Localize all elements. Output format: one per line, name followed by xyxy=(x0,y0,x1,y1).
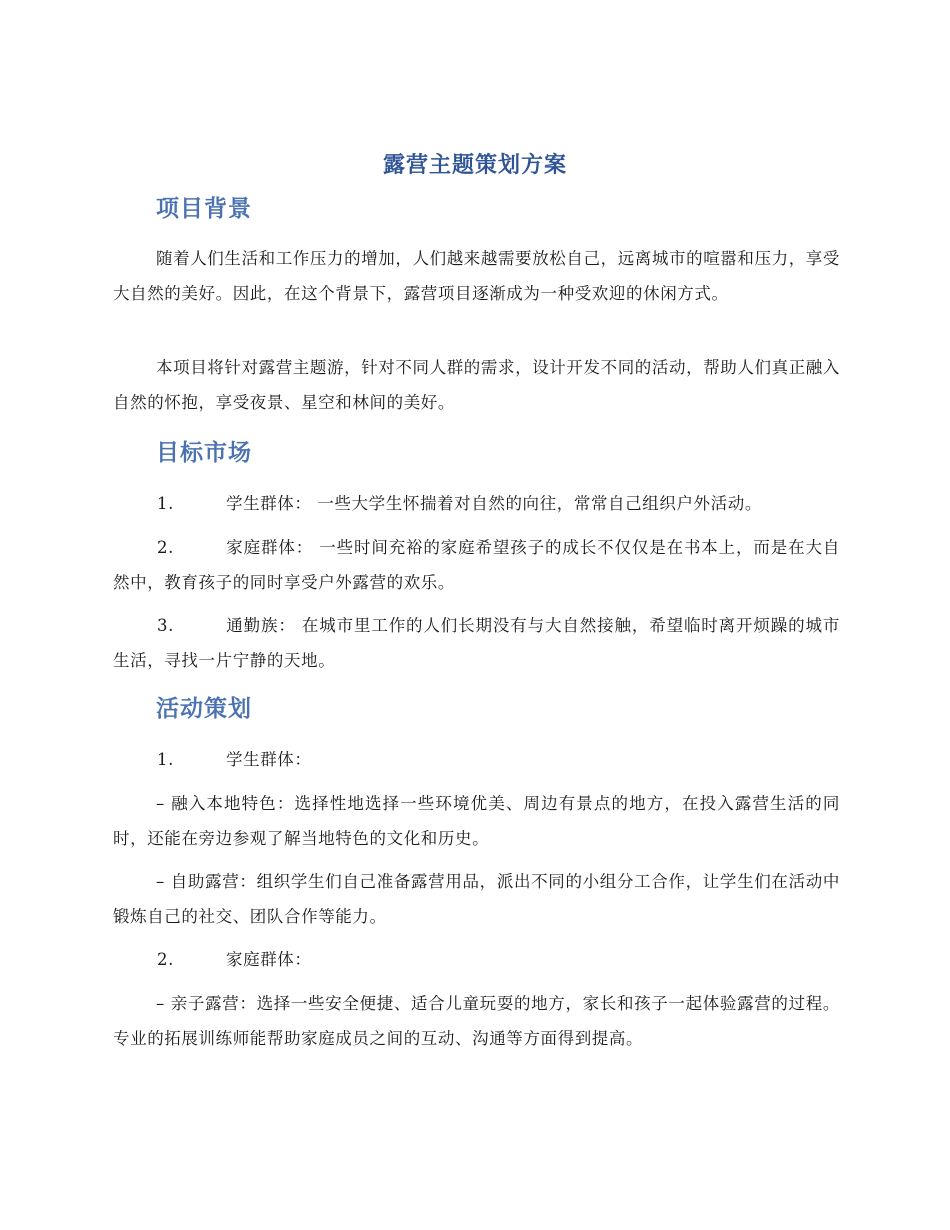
list-number: 1. xyxy=(157,750,174,769)
heading-market: 目标市场 xyxy=(156,440,252,466)
paragraph-background-1: 随着人们生活和工作压力的增加，人们越来越需要放松自己，远离城市的喧嚣和压力，享受大自然的美好。因此，在这个背景下，露营项目逐渐成为一种受欢迎的休闲方式。 xyxy=(113,249,840,303)
list-number: 2. xyxy=(157,538,174,557)
activity-group-2 xyxy=(113,942,840,977)
list-text: 家庭群体： 一些时间充裕的家庭希望孩子的成长不仅仅是在书本上，而是在大自然中，教育孩子的同时享受户外露营的欢乐。 xyxy=(113,538,840,592)
list-text: 学生群体： xyxy=(226,750,312,769)
document-title: 露营主题策划方案 xyxy=(382,153,567,178)
list-text: 通勤族： 在城市里工作的人们长期没有与大自然接触，希望临时离开烦躁的城市生活，寻找一片宁静的天地。 xyxy=(113,616,840,670)
market-item-3 xyxy=(113,608,840,678)
activity-g1-item-1: – 融入本地特色：选择性地选择一些环境优美、周边有景点的地方，在投入露营生活的同时，还能在旁边参观了解当地特色的文化和历史。 xyxy=(113,794,840,848)
activity-g1-item-2: – 自助露营：组织学生们自己准备露营用品，派出不同的小组分工合作，让学生们在活动中锻炼自己的社交、团队合作等能力。 xyxy=(113,872,840,926)
list-number: 1. xyxy=(157,494,174,513)
list-number: 2. xyxy=(157,950,174,969)
heading-activities: 活动策划 xyxy=(156,696,252,722)
list-number: 3. xyxy=(157,616,174,635)
activity-g2-item-1: – 亲子露营：选择一些安全便捷、适合儿童玩耍的地方，家长和孩子一起体验露营的过程。专业的拓展训练师能帮助家庭成员之间的互动、沟通等方面得到提高。 xyxy=(113,994,840,1048)
list-text: 学生群体： 一些大学生怀揣着对自然的向往，常常自己组织户外活动。 xyxy=(226,494,762,513)
paragraph-background-2: 本项目将针对露营主题游，针对不同人群的需求，设计开发不同的活动，帮助人们真正融入自然的怀抱，享受夜景、星空和林间的美好。 xyxy=(113,358,840,412)
market-item-2 xyxy=(113,530,840,600)
list-text: 家庭群体： xyxy=(226,950,312,969)
heading-background: 项目背景 xyxy=(156,196,252,222)
activity-group-1 xyxy=(113,742,840,777)
market-item-1 xyxy=(113,486,840,521)
